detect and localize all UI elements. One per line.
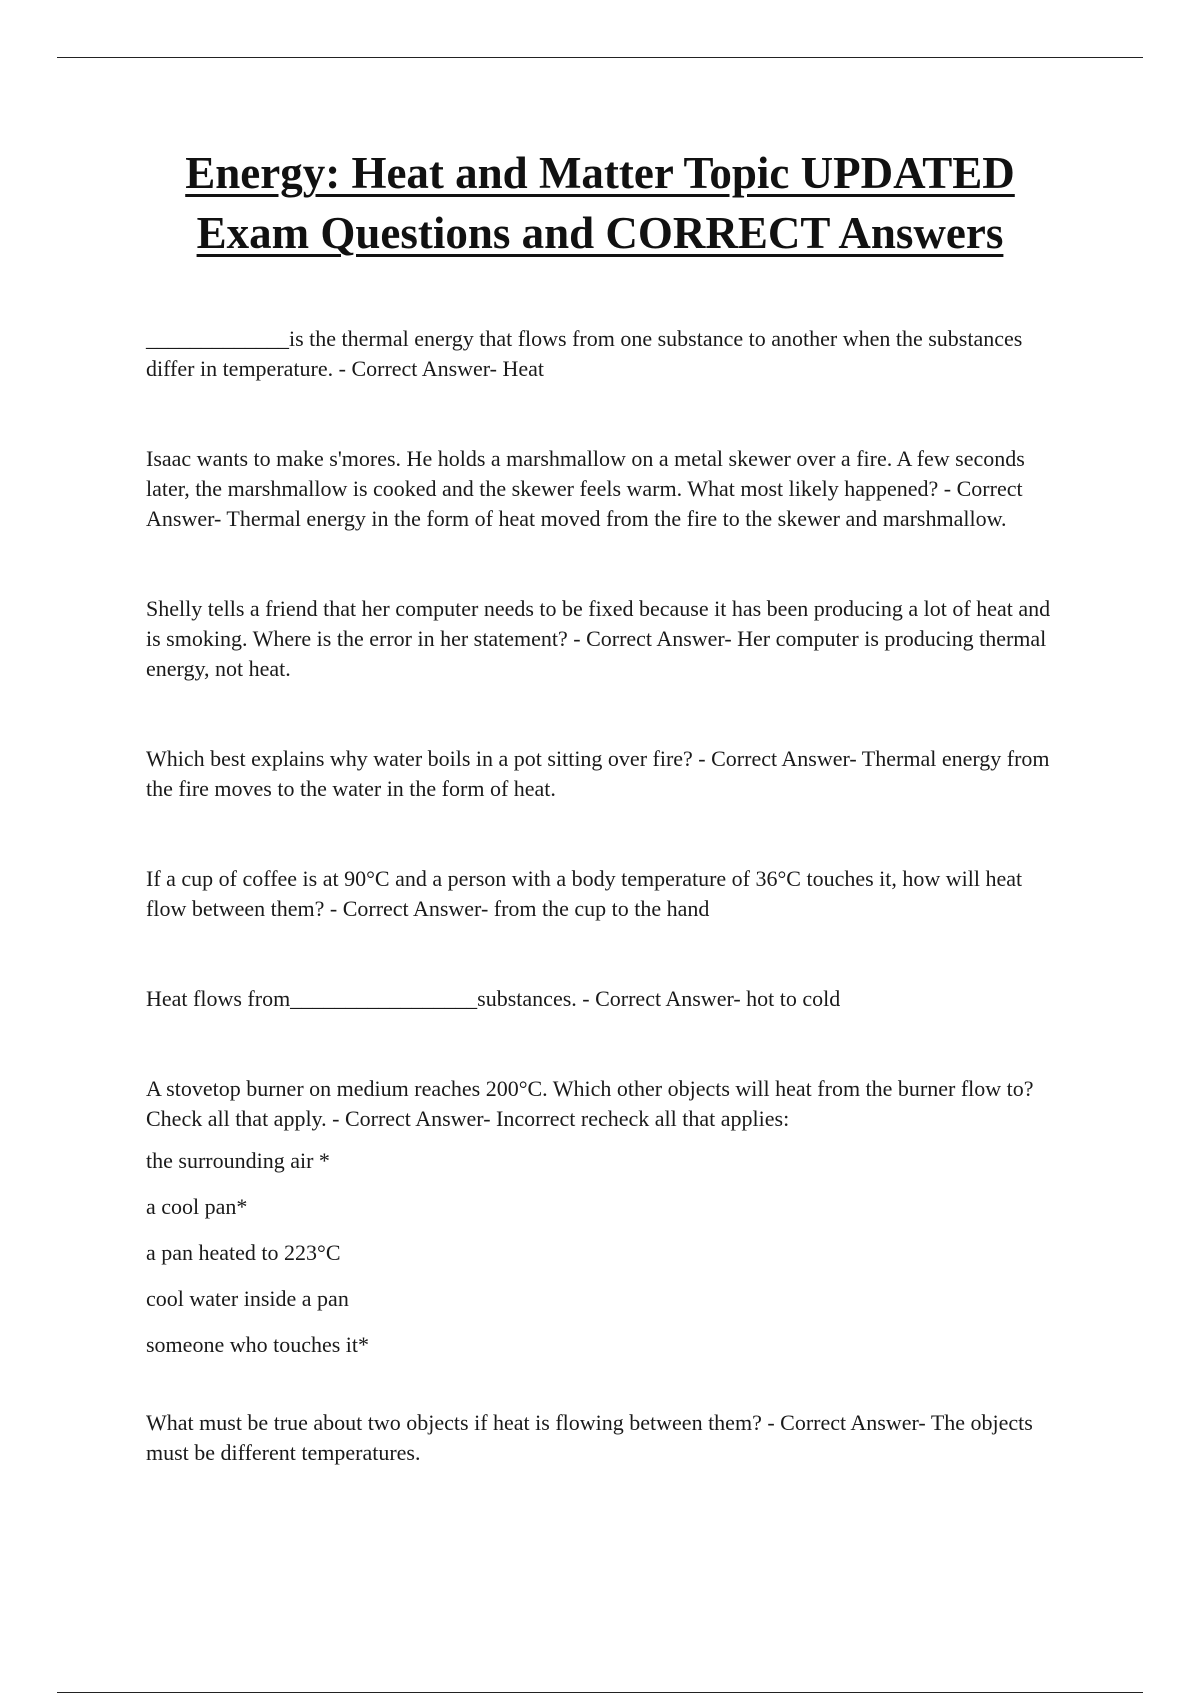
qa-list <box>146 324 1066 1468</box>
qa-item-coffee: If a cup of coffee is at 90°C and a person with a body temperature of 36°C touches it, how will heat flow between them? - Correct Answer- from the cup to the hand <box>146 866 1023 921</box>
qa-item-two-objects: What must be true about two objects if heat is flowing between them? - Correct Answer- The objects must be different temperatures. <box>146 1410 1033 1465</box>
qa-item-heat-definition: _____________is the thermal energy that flows from one substance to another when the substances differ in temperature. - Correct Answer- Heat <box>146 326 1023 381</box>
qa-item-smores: Isaac wants to make s'mores. He holds a marshmallow on a metal skewer over a fire. A few seconds later, the marshmallow is cooked and the skewer feels warm. What most likely happened? - Correct Answer- Thermal energy in the form of heat moved from the fire to the skewer and marshmallow. <box>146 446 1025 531</box>
qa-item-stovetop <box>146 1074 1066 1360</box>
qa-item-heat-flows: Heat flows from_________________substances. - Correct Answer- hot to cold <box>146 986 841 1011</box>
answer-option: someone who touches it* <box>146 1332 370 1357</box>
qa-item-water-boils: Which best explains why water boils in a pot sitting over fire? - Correct Answer- Thermal energy from the fire moves to the water in the form of heat. <box>146 746 1050 801</box>
answer-option: the surrounding air * <box>146 1148 330 1173</box>
footer-rule <box>57 1692 1143 1693</box>
answer-options <box>146 1146 1066 1360</box>
document-title <box>60 143 1140 263</box>
header-rule <box>57 57 1143 58</box>
title-line-2: Exam Questions and CORRECT Answers <box>196 208 1004 258</box>
answer-option: a cool pan* <box>146 1194 248 1219</box>
qa-item-computer: Shelly tells a friend that her computer needs to be fixed because it has been producing a lot of heat and is smoking. Where is the error in her statement? - Correct Answer- Her computer is producing thermal energy, not heat. <box>146 596 1051 681</box>
answer-option: a pan heated to 223°C <box>146 1240 341 1265</box>
title-line-1: Energy: Heat and Matter Topic UPDATED <box>185 148 1015 198</box>
qa-stovetop-question: A stovetop burner on medium reaches 200°C. Which other objects will heat from the burner flow to? Check all that apply. - Correct Answer- Incorrect recheck all that applies: <box>146 1076 1034 1131</box>
answer-option: cool water inside a pan <box>146 1286 349 1311</box>
